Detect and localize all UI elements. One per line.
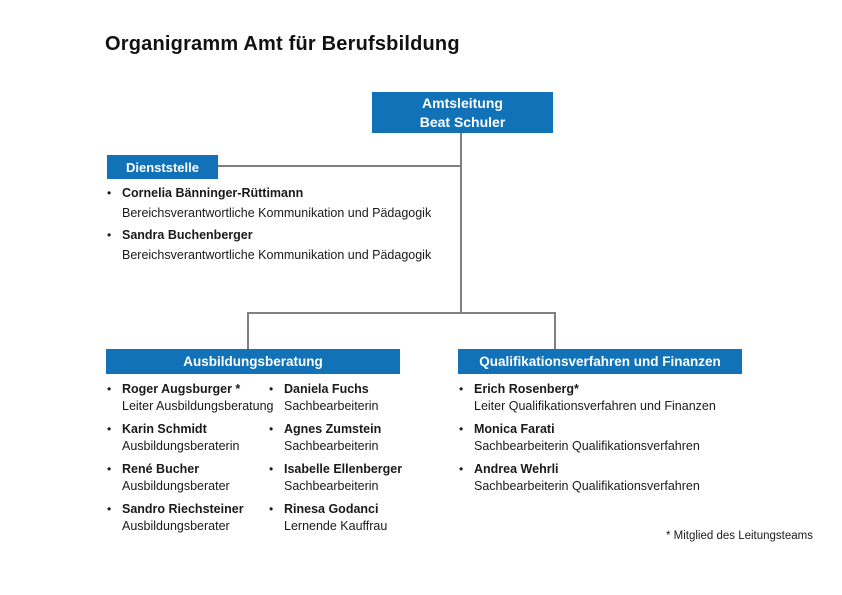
org-box-amtsleitung (372, 92, 553, 133)
member-name: Monica Farati (474, 422, 555, 436)
bullet-icon: • (459, 382, 464, 396)
member-item (107, 184, 457, 223)
root-box-name: Beat Schuler (419, 113, 506, 130)
member-role: Sachbearbeiterin Qualifikationsverfahren (474, 479, 700, 493)
member-name: Sandra Buchenberger (122, 228, 253, 242)
member-role: Ausbildungsberater (122, 479, 230, 493)
member-item (269, 461, 414, 495)
member-role: Sachbearbeiterin (284, 479, 379, 493)
member-item (107, 381, 274, 415)
member-text (474, 461, 700, 495)
member-name: Daniela Fuchs (284, 382, 369, 396)
member-name: Cornelia Bänninger-Rüttimann (122, 186, 304, 200)
member-text (474, 421, 700, 455)
connector-drop-ausbildungsberatung (247, 312, 249, 349)
bullet-icon: • (107, 462, 112, 476)
bullet-icon: • (107, 502, 112, 516)
org-box-ausbildungsberatung (106, 349, 400, 374)
bullet-icon: • (107, 186, 112, 200)
member-name: Sandro Riechsteiner (122, 502, 244, 516)
dienststelle-member-list (107, 184, 457, 268)
bullet-icon: • (107, 382, 112, 396)
member-name: Rinesa Godanci (284, 502, 379, 516)
connector-dienststelle-horizontal (218, 165, 461, 167)
connector-drop-qualifikation (554, 312, 556, 349)
member-text (122, 501, 244, 535)
bullet-icon: • (107, 228, 112, 242)
ausbildungsberatung-member-list-col1 (107, 381, 274, 541)
member-item (269, 501, 414, 535)
member-name: Andrea Wehrli (474, 462, 559, 476)
member-name: René Bucher (122, 462, 200, 476)
member-text (122, 461, 230, 495)
member-role: Lernende Kauffrau (284, 519, 388, 533)
member-text (284, 461, 402, 495)
member-text (122, 421, 239, 455)
member-item (107, 421, 269, 455)
member-item (459, 461, 749, 495)
member-role: Bereichsverantwortliche Kommunikation und Pädagogik (122, 205, 432, 220)
member-role: Bereichsverantwortliche Kommunikation und Pädagogik (122, 247, 432, 262)
member-text (474, 381, 716, 415)
page-title: Organigramm Amt für Berufsbildung (105, 33, 460, 55)
bullet-icon: • (269, 382, 274, 396)
member-name: Roger Augsburger * (122, 382, 241, 396)
footnote: * Mitglied des Leitungsteams (665, 530, 813, 542)
ausbildungsberatung-member-list-col2 (269, 381, 414, 541)
member-role: Sachbearbeiterin (284, 399, 379, 413)
bullet-icon: • (269, 502, 274, 516)
bullet-icon: • (269, 462, 274, 476)
member-role: Leiter Qualifikationsverfahren und Finanzen (474, 399, 716, 413)
member-text (284, 501, 387, 535)
member-name: Agnes Zumstein (284, 422, 382, 436)
connector-root-vertical (460, 133, 462, 314)
root-box-title: Amtsleitung (422, 94, 503, 111)
org-box-qualifikationsverfahren (458, 349, 742, 374)
member-name: Isabelle Ellenberger (284, 462, 403, 476)
member-item (269, 421, 414, 455)
member-item (107, 501, 269, 535)
bullet-icon: • (459, 422, 464, 436)
member-text (122, 226, 431, 265)
member-text (284, 381, 379, 415)
ausbildungsberatung-label: Ausbildungsberatung (183, 354, 323, 369)
member-role: Sachbearbeiterin (284, 439, 379, 453)
member-text (122, 184, 431, 223)
org-box-dienststelle (107, 155, 218, 179)
member-role: Leiter Ausbildungsberatung (122, 399, 274, 413)
member-item (269, 381, 414, 415)
member-item (107, 226, 457, 265)
member-name: Karin Schmidt (122, 422, 207, 436)
qualifikation-member-list (459, 381, 749, 501)
member-text (122, 381, 274, 415)
member-name: Erich Rosenberg* (474, 382, 579, 396)
member-item (459, 421, 749, 455)
bullet-icon: • (459, 462, 464, 476)
member-text (284, 421, 381, 455)
bullet-icon: • (269, 422, 274, 436)
member-role: Ausbildungsberaterin (122, 439, 240, 453)
member-item (107, 461, 269, 495)
connector-bottom-horizontal (247, 312, 556, 314)
qualifikation-label: Qualifikationsverfahren und Finanzen (479, 354, 721, 369)
member-role: Ausbildungsberater (122, 519, 230, 533)
dienststelle-label: Dienststelle (126, 159, 199, 175)
member-item (459, 381, 749, 415)
member-role: Sachbearbeiterin Qualifikationsverfahren (474, 439, 700, 453)
bullet-icon: • (107, 422, 112, 436)
